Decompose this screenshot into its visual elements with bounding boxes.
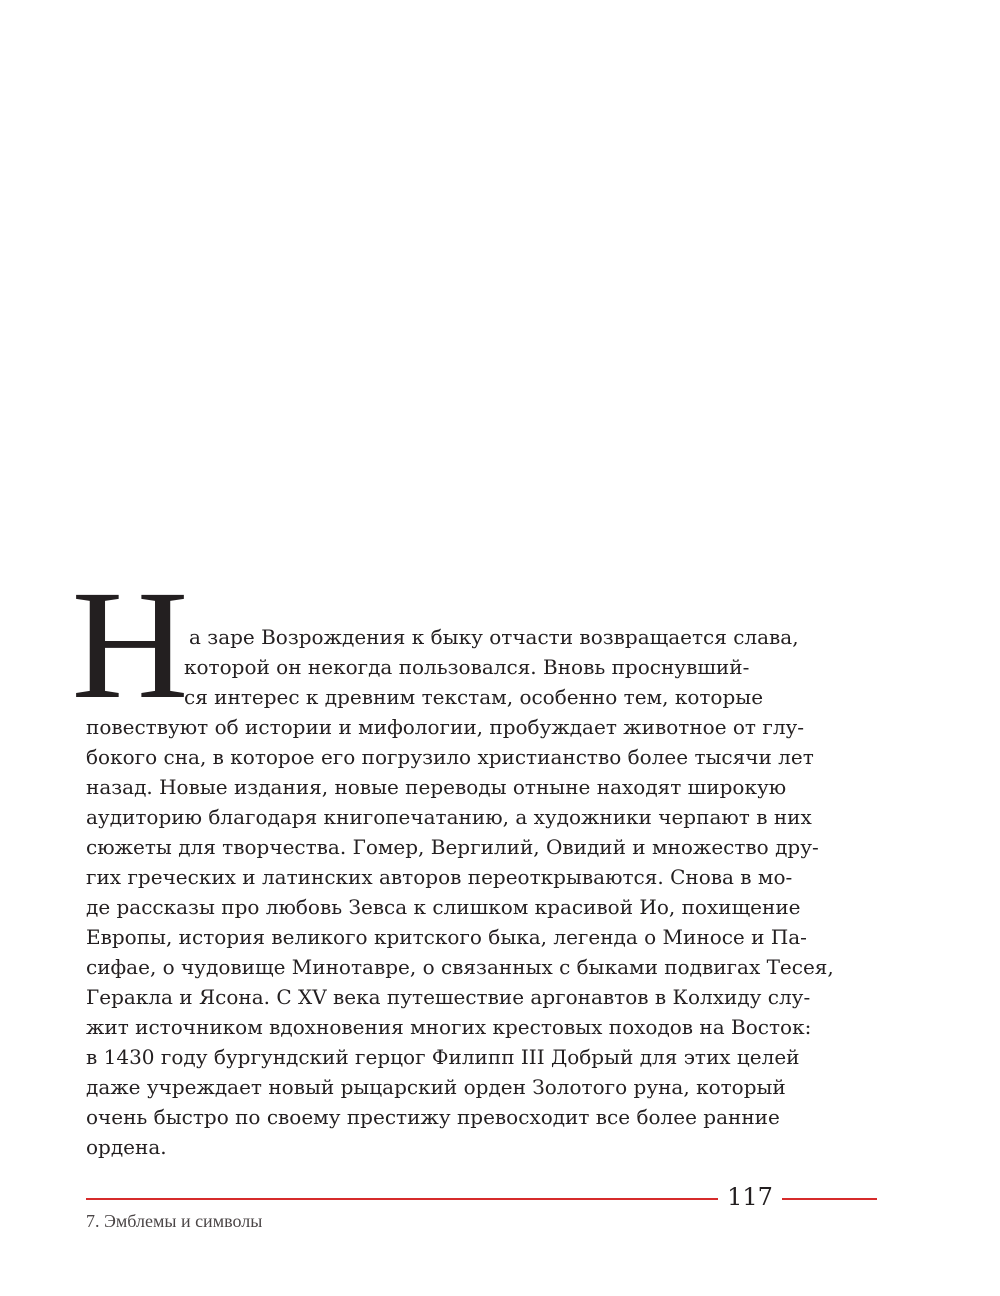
paragraph-line: назад. Новые издания, новые переводы отныне находят широкую [86, 775, 787, 799]
paragraph-line: сюжеты для творчества. Гомер, Вергилий, Овидий и множество дру- [86, 835, 819, 859]
paragraph-line: гих греческих и латинских авторов переоткрываются. Снова в мо- [86, 865, 793, 889]
paragraph-line: в 1430 году бургундский герцог Филипп III Добрый для этих целей [86, 1045, 800, 1069]
drop-cap: Н [71, 558, 187, 731]
paragraph-line: аудиторию благодаря книгопечатанию, а художники черпают в них [86, 805, 812, 829]
chapter-label: 7. Эмблемы и символы [86, 1211, 263, 1231]
paragraph-line: ся интерес к древним текстам, особенно тем, которые [184, 685, 764, 709]
footer-rule-right [782, 1198, 877, 1200]
paragraph-line: Европы, история великого критского быка, легенда о Миносе и Па- [86, 925, 807, 949]
paragraph-line: очень быстро по своему престижу превосходит все более ранние [86, 1105, 780, 1129]
paragraph-line: бокого сна, в которое его погрузило христианство более тысячи лет [86, 745, 814, 769]
paragraph-line: ордена. [86, 1135, 167, 1159]
paragraph-line: даже учреждает новый рыцарский орден Золотого руна, который [86, 1075, 786, 1099]
paragraph-line: де рассказы про любовь Зевса к слишком красивой Ио, похищение [86, 895, 801, 919]
paragraph-line: жит источником вдохновения многих крестовых походов на Восток: [86, 1015, 812, 1039]
paragraph-line: сифае, о чудовище Минотавре, о связанных с быками подвигах Тесея, [86, 955, 834, 979]
paragraph-line: которой он некогда пользовался. Вновь проснувший- [184, 655, 750, 679]
paragraph-line: Геракла и Ясона. С XV века путешествие аргонавтов в Колхиду слу- [86, 985, 811, 1009]
footer-rule-left [86, 1198, 718, 1200]
paragraph-line: повествуют об истории и мифологии, пробуждает животное от глу- [86, 715, 805, 739]
page-number: 117 [727, 1183, 773, 1211]
paragraph-line: а заре Возрождения к быку отчасти возвращается слава, [189, 625, 799, 649]
